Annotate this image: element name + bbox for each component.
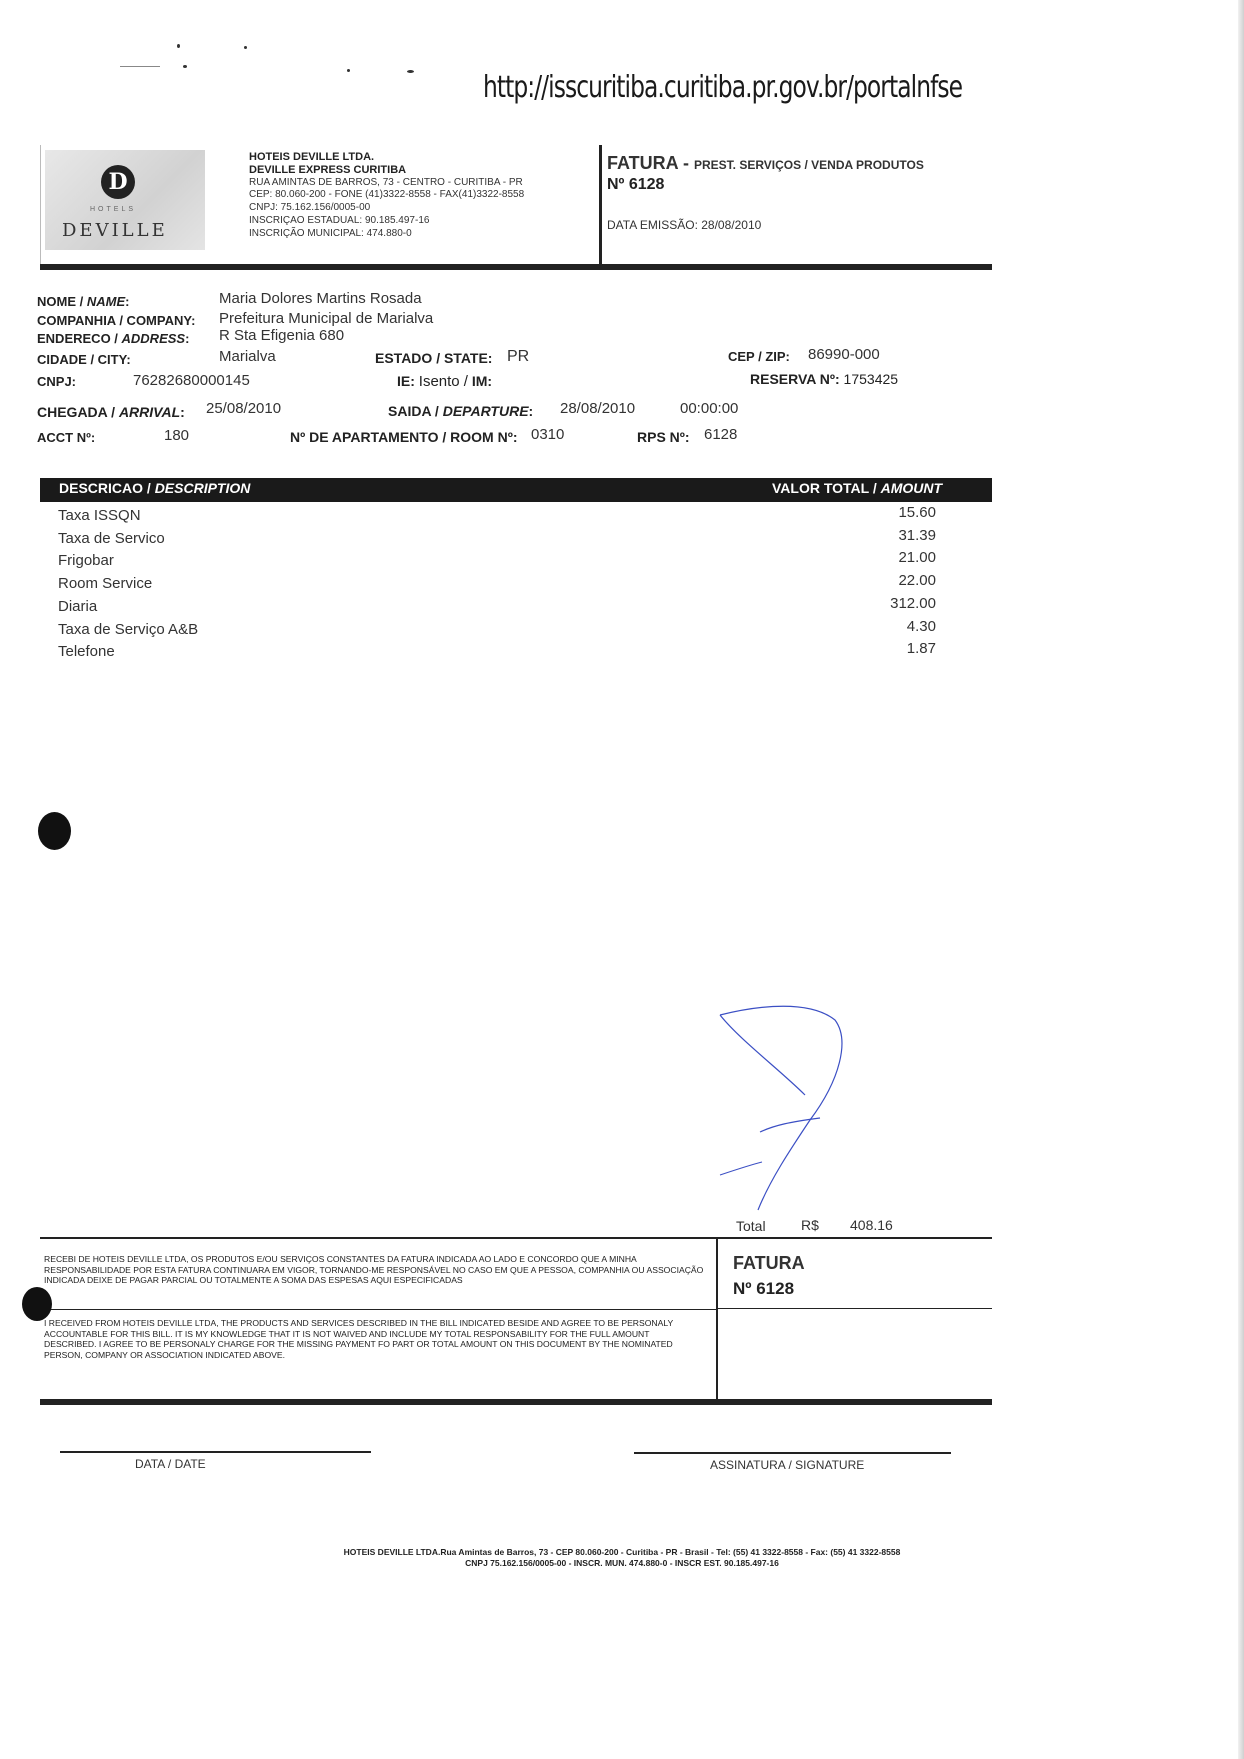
hotel-ie: INSCRIÇAO ESTADUAL: 90.185.497-16 — [249, 214, 430, 226]
hotel-info — [249, 151, 524, 241]
footer-line-1: HOTEIS DEVILLE LTDA.Rua Amintas de Barros, 73 - CEP 80.060-200 - Curitiba - PR - Brasil - Tel: (55) 41 3322-8558 - Fax: (55) 41 3322-8558 — [343, 1547, 901, 1557]
date-line — [60, 1451, 371, 1453]
amount-header-en: AMOUNT — [880, 480, 943, 496]
reserva-number: 1753425 — [843, 371, 899, 387]
emission-date: DATA EMISSÃO: 28/08/2010 — [607, 218, 762, 232]
total-rule — [40, 1237, 992, 1239]
invoice-number: Nº 6128 — [607, 176, 665, 193]
portal-url: http://isscuritiba.curitiba.pr.gov.br/portalnfse — [483, 70, 963, 105]
departure-label-en: DEPARTURE — [442, 403, 529, 419]
scan-speck — [177, 44, 180, 48]
reserva-label — [750, 371, 898, 387]
hotel-branch: DEVILLE EXPRESS CURITIBA — [249, 163, 407, 176]
state-label: ESTADO / STATE: — [375, 350, 493, 366]
total-label: Total — [736, 1218, 766, 1234]
scan-speck — [244, 46, 247, 49]
guest-cnpj: 76282680000145 — [133, 372, 250, 389]
footer-invoice-number: Nº 6128 — [733, 1279, 795, 1298]
invoice-title-main: FATURA - — [607, 153, 694, 173]
cnpj-label: CNPJ: — [37, 374, 77, 389]
table-row-amount: 4.30 — [906, 617, 936, 635]
guest-city: Marialva — [219, 348, 276, 365]
hotel-cep-phone: CEP: 80.060-200 - FONE (41)3322-8558 - FAX(41)3322-8558 — [249, 189, 525, 201]
table-row-amount: 21.00 — [898, 549, 936, 567]
table-row-amount: 15.60 — [898, 504, 936, 521]
address-label: ENDERECO / ADDRESS: — [37, 331, 190, 346]
departure-date: 28/08/2010 — [560, 400, 636, 417]
footer-box-rule — [716, 1308, 992, 1309]
amount-header-pt: VALOR TOTAL / — [772, 480, 881, 496]
footer-invoice-title: FATURA — [733, 1253, 805, 1273]
total-currency: R$ — [801, 1217, 819, 1233]
rps-label: RPS Nº: — [637, 429, 690, 445]
desc-header — [59, 480, 250, 496]
table-row-description: Diaria — [58, 597, 98, 615]
guest-address: R Sta Efigenia 680 — [219, 327, 345, 344]
scan-speck — [407, 70, 414, 73]
table-row-description: Room Service — [58, 575, 153, 593]
name-label-en: NAME — [86, 294, 126, 309]
departure-label-pt: SAIDA / — [388, 403, 443, 419]
acct-label: ACCT Nº: — [37, 430, 96, 445]
footer-line-2: CNPJ 75.162.156/0005-00 - INSCR. MUN. 474.880-0 - INSCR EST. 90.185.497-16 — [465, 1558, 779, 1568]
room-label: Nº DE APARTAMENTO / ROOM Nº: — [290, 429, 518, 445]
signature-line — [634, 1452, 951, 1454]
table-row-description: Taxa de Serviço A&B — [58, 620, 199, 638]
hotel-company: HOTEIS DEVILLE LTDA. — [249, 151, 375, 163]
scan-mark — [120, 66, 160, 67]
rps-number: 6128 — [704, 426, 738, 443]
legal-text-en: I RECEIVED FROM HOTEIS DEVILLE LTDA, THE PRODUCTS AND SERVICES DESCRIBED IN THE BILL INDICATED BESIDE AND AGREE TO BE PERSONALY ACCOUNTABLE FOR THIS BILL. IT IS MY KNOWLEDGE THAT IT IS NOT WAIVED AND INCLUDE MY TOTAL RESPONSABILITY FOR THE FULL AMOUNT DESCRIBED. I AGREE TO BE PERSONALY CHARGE FOR THE MISSING PAYMENT FO PART OR TOTAL AMOUNT ON THIS DOCUMENT BY THE NOMINATED PERSON, COMPANY OR ASSOCIATION INDICATED ABOVE. — [44, 1318, 674, 1360]
table-row-description: Taxa de Servico — [58, 529, 165, 547]
scan-speck — [183, 65, 187, 68]
table-row-amount: 1.87 — [906, 640, 936, 658]
city-label: CIDADE / CITY: — [37, 352, 131, 367]
address-label-pt: ENDERECO / — [37, 331, 122, 346]
guest-name: Maria Dolores Martins Rosada — [219, 290, 422, 307]
guest-zip: 86990-000 — [808, 346, 880, 363]
table-row-description: Frigobar — [58, 552, 114, 570]
logo-letter: D — [101, 165, 135, 199]
logo-name: DEVILLE — [62, 220, 168, 241]
ie-value: Isento / — [418, 373, 468, 390]
company-label: COMPANHIA / COMPANY: — [37, 313, 196, 328]
departure-time: 00:00:00 — [680, 400, 739, 417]
signature-label: ASSINATURA / SIGNATURE — [710, 1458, 865, 1472]
date-label: DATA / DATE — [135, 1457, 206, 1471]
guest-company: Prefeitura Municipal de Marialva — [219, 310, 434, 327]
acct-number: 180 — [164, 427, 190, 444]
arrival-date: 25/08/2010 — [206, 400, 282, 417]
table-row-description: Telefone — [58, 643, 115, 661]
table-row-amount: 312.00 — [890, 594, 936, 612]
amount-header — [772, 480, 942, 496]
hotel-address: RUA AMINTAS DE BARROS, 73 - CENTRO - CURITIBA - PR — [249, 176, 523, 188]
invoice-subtitle: PREST. SERVIÇOS / VENDA PRODUTOS — [694, 158, 924, 172]
table-row-amount: 31.39 — [898, 526, 936, 544]
arrival-label-pt: CHEGADA / — [37, 404, 119, 420]
punch-hole — [22, 1287, 52, 1321]
reserva-label-text: RESERVA Nº: — [750, 371, 840, 387]
total-value: 408.16 — [850, 1217, 893, 1233]
arrival-label-en: ARRIVAL — [118, 404, 181, 420]
hotel-im: INSCRIÇÃO MUNICIPAL: 474.880-0 — [249, 227, 412, 239]
punch-hole — [38, 812, 71, 850]
arrival-label: CHEGADA / ARRIVAL: — [37, 404, 185, 420]
zip-label: CEP / ZIP: — [728, 349, 790, 364]
departure-label: SAIDA / DEPARTURE: — [388, 403, 534, 419]
legal-text-pt: RECEBI DE HOTEIS DEVILLE LTDA, OS PRODUTOS E/OU SERVIÇOS CONSTANTES DA FATURA INDICADA AO LADO E CONCORDO QUE A MINHA RESPONSABILIDADE POR ESTA FATURA CONTINUARA EM VIGOR, TORNANDO-ME RESPONSÁVEL NO CASO EM QUE A PESSOA, COMPANHIA OU ASSOCIAÇÃO INDICADA DEIXE DE PAGAR PARCIAL OU TOTALMENTE A SOMA DAS ESPESAS AQUI ESPECIFICADAS — [44, 1254, 704, 1286]
guest-state: PR — [507, 348, 530, 365]
footer-divider — [716, 1237, 718, 1400]
table-row-amount: 22.00 — [898, 572, 936, 590]
legal-separator — [40, 1309, 716, 1310]
invoice-title — [607, 153, 924, 174]
name-label: NOME / NAME: — [37, 294, 130, 309]
name-label-pt: NOME / — [37, 294, 87, 309]
hotel-cnpj: CNPJ: 75.162.156/0005-00 — [249, 202, 371, 214]
ie-label: IE: — [397, 373, 415, 389]
scan-edge — [1238, 0, 1244, 1759]
footer-bar — [40, 1399, 992, 1405]
header-bar — [40, 264, 992, 270]
scan-speck — [347, 69, 350, 72]
footer-address — [0, 1547, 1244, 1569]
address-label-en: ADDRESS — [121, 331, 186, 346]
desc-header-en: DESCRIPTION — [154, 480, 251, 496]
ie-im-line — [397, 373, 492, 390]
logo-small-text: HOTELS — [90, 206, 137, 213]
desc-header-pt: DESCRICAO / — [59, 480, 155, 496]
table-row-description: Taxa ISSQN — [58, 507, 141, 524]
signature-scribble — [700, 1000, 860, 1220]
im-label: IM: — [471, 373, 493, 389]
header-divider — [599, 145, 602, 265]
header-left-border — [40, 145, 41, 265]
room-number: 0310 — [531, 426, 565, 443]
